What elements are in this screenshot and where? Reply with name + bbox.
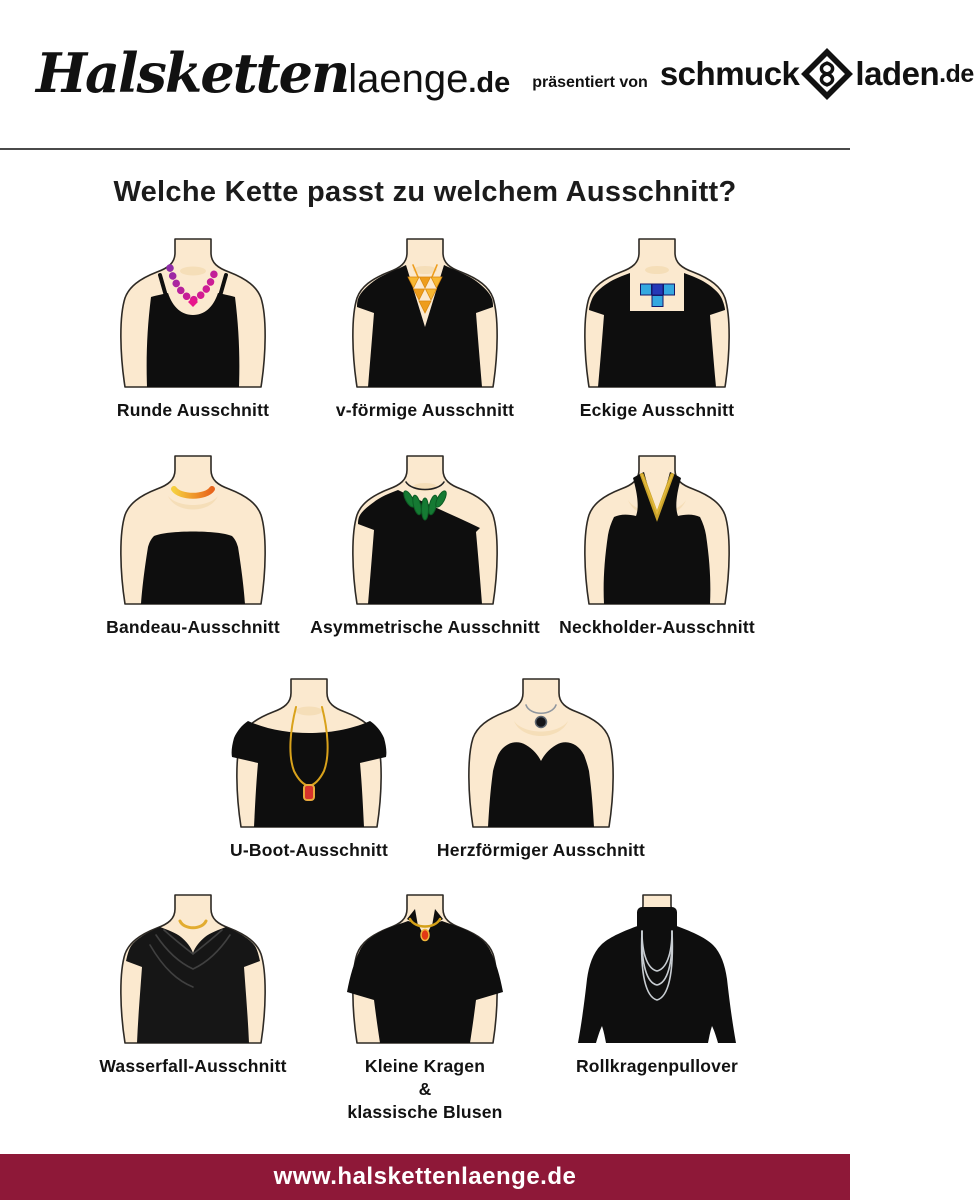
header bbox=[0, 0, 974, 150]
figure-label: Neckholder-Ausschnitt bbox=[559, 616, 755, 637]
figure-cell-eckige-ausschnitt bbox=[541, 239, 773, 422]
figure-wasserfall-ausschnitt bbox=[98, 895, 288, 1045]
figure-cell-wasserfall-ausschnitt bbox=[77, 895, 309, 1123]
partner-logo-suffix: laden bbox=[855, 55, 940, 92]
figure-u-boot-ausschnitt bbox=[214, 679, 404, 829]
figure-kleine-kragen-blusen bbox=[330, 895, 520, 1045]
figure-neckholder-ausschnitt bbox=[562, 456, 752, 606]
site-logo-tld: .de bbox=[468, 67, 511, 99]
figure-label: Rollkragenpullover bbox=[575, 1056, 739, 1077]
bandeau-top bbox=[141, 531, 245, 604]
presented-by-text: präsentiert von bbox=[532, 74, 648, 91]
figure-label: v-förmige Ausschnitt bbox=[335, 400, 515, 420]
figure-runde-ausschnitt bbox=[98, 239, 288, 389]
partner-logo-tld: .de bbox=[939, 59, 974, 88]
footer-bar bbox=[0, 1154, 850, 1200]
site-logo bbox=[36, 41, 511, 105]
necklace-pendant bbox=[536, 716, 547, 727]
figure-cell-herzfoermiger-ausschnitt bbox=[425, 679, 657, 862]
figure-label: Bandeau-Ausschnitt bbox=[106, 616, 280, 637]
necklace-pendant bbox=[304, 785, 314, 800]
site-logo-script: Halsketten bbox=[36, 41, 349, 105]
figure-cell-v-foermige-ausschnitt bbox=[309, 239, 541, 422]
figures-row-3 bbox=[0, 679, 850, 862]
partner-logo bbox=[660, 47, 974, 101]
figure-rollkragenpullover bbox=[562, 895, 752, 1045]
figure-label: Runde Ausschnitt bbox=[116, 400, 270, 420]
figure-herzfoermiger-ausschnitt bbox=[446, 679, 636, 829]
figure-v-foermige-ausschnitt bbox=[330, 239, 520, 389]
figure-bandeau-ausschnitt bbox=[98, 456, 288, 606]
figure-label: Wasserfall-Ausschnitt bbox=[99, 1056, 287, 1077]
figure-label: Herzförmiger Ausschnitt bbox=[436, 839, 646, 860]
site-logo-rest: laenge bbox=[348, 57, 469, 101]
figure-cell-runde-ausschnitt bbox=[77, 239, 309, 422]
figure-label: Kleine Kragen & klassische Blusen bbox=[347, 1056, 503, 1122]
page-title: Welche Kette passt zu welchem Ausschnitt? bbox=[113, 176, 737, 208]
figure-cell-neckholder-ausschnitt bbox=[541, 456, 773, 639]
necklace-pendant bbox=[421, 930, 429, 941]
figure-eckige-ausschnitt bbox=[562, 239, 752, 389]
figures-row-2 bbox=[0, 456, 850, 639]
figure-cell-bandeau-ausschnitt bbox=[77, 456, 309, 639]
figure-label: Eckige Ausschnitt bbox=[579, 400, 735, 420]
figures-row-4 bbox=[0, 895, 850, 1123]
figure-cell-u-boot-ausschnitt bbox=[193, 679, 425, 862]
figure-cell-kleine-kragen bbox=[309, 895, 541, 1123]
diamond-logo-icon bbox=[800, 47, 854, 101]
figure-cell-asymmetrische-ausschnitt bbox=[309, 456, 541, 639]
figure-label: Asymmetrische Ausschnitt bbox=[310, 616, 540, 637]
turtleneck-sweater bbox=[578, 925, 736, 1043]
figure-label: U-Boot-Ausschnitt bbox=[230, 839, 388, 860]
figure-cell-rollkragenpullover bbox=[541, 895, 773, 1123]
figure-asymmetrische-ausschnitt bbox=[330, 456, 520, 606]
partner-logo-prefix: schmuck bbox=[659, 55, 800, 92]
footer-url: www.halskettenlaenge.de bbox=[273, 1163, 577, 1190]
figures-row-1 bbox=[0, 239, 850, 422]
